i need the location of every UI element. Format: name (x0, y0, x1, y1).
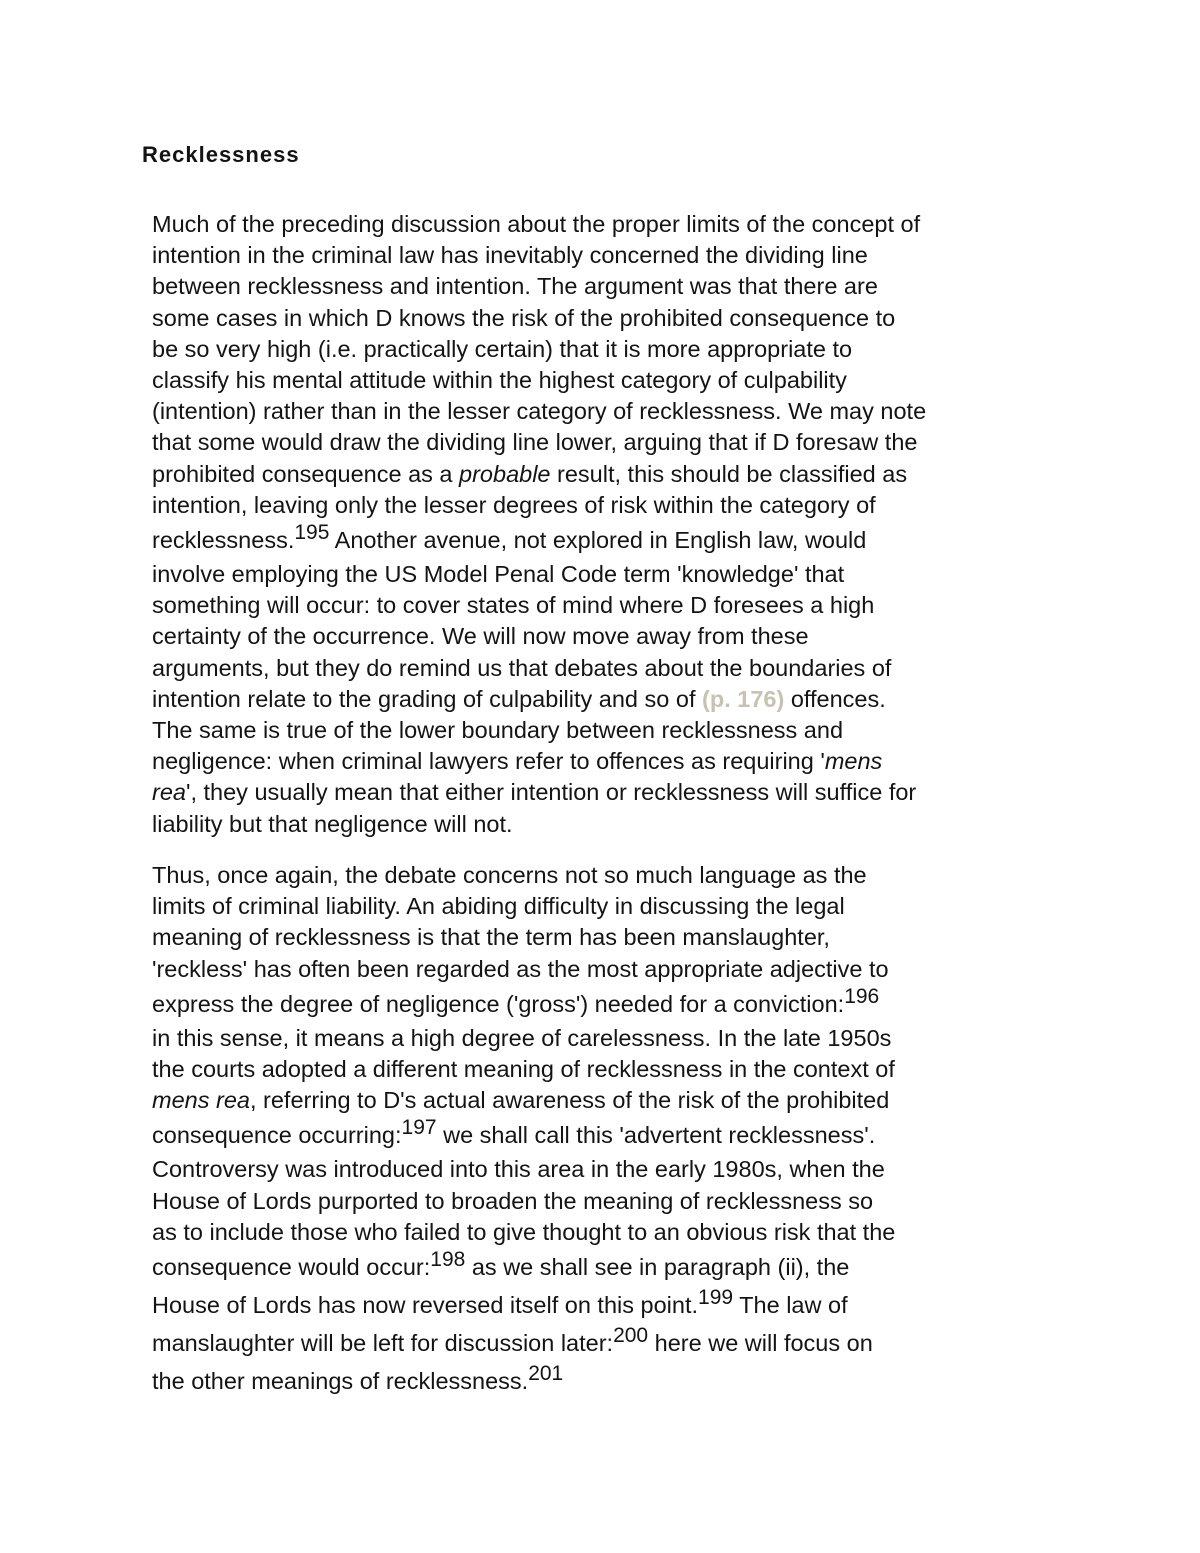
text-line (152, 521, 1052, 559)
text-line: between recklessness and intention. The argument was that there are (152, 273, 878, 300)
text-run: we shall call this 'advertent recklessness'. (436, 1122, 876, 1149)
text-line: involve employing the US Model Penal Code term 'knowledge' that (152, 561, 845, 588)
footnote-ref-196[interactable]: 196 (844, 984, 880, 1008)
footnote-ref-197[interactable]: 197 (401, 1116, 437, 1140)
text-line: classify his mental attitude within the highest category of culpability (152, 367, 847, 394)
footnote-ref-199[interactable]: 199 (698, 1286, 734, 1310)
text-run: recklessness. (152, 527, 295, 554)
text-run: consequence would occur: (152, 1254, 431, 1281)
text-line: Controversy was introduced into this area in the early 1980s, when the (152, 1156, 885, 1183)
text-run: Another avenue, not explored in English law, would (329, 527, 867, 554)
page-reference-marker: (p. 176) (702, 685, 785, 712)
text-line: 'reckless' has often been regarded as the most appropriate adjective to (152, 955, 889, 982)
text-line: meaning of recklessness is that the term has been manslaughter, (152, 924, 830, 951)
text-run: as we shall see in paragraph (ii), the (465, 1254, 850, 1281)
text-run: negligence: when criminal lawyers refer to offences as requiring ' (152, 748, 825, 775)
text-line: The same is true of the lower boundary between recklessness and (152, 717, 844, 744)
text-line: House of Lords purported to broaden the meaning of recklessness so (152, 1187, 874, 1214)
text-line (152, 1248, 1052, 1286)
footnote-ref-198[interactable]: 198 (430, 1248, 466, 1272)
text-run: prohibited consequence as a (152, 460, 460, 487)
paragraph-1 (152, 209, 1052, 840)
text-run: , referring to D's actual awareness of the risk of the prohibited (249, 1087, 890, 1114)
text-run: offences. (784, 685, 886, 712)
text-run: here we will focus on (648, 1330, 873, 1357)
text-line: liability but that negligence will not. (152, 810, 513, 837)
italic-term: probable (459, 460, 551, 487)
text-run: The law of (733, 1292, 848, 1319)
paragraph-2 (152, 860, 1052, 1400)
text-run: result, this should be classified as (550, 460, 908, 487)
footnote-ref-195[interactable]: 195 (294, 521, 330, 545)
text-line (152, 684, 1052, 715)
text-line: intention, leaving only the lesser degrees of risk within the category of (152, 491, 876, 518)
text-run: House of Lords has now reversed itself on this point. (152, 1292, 699, 1319)
text-line: that some would draw the dividing line lower, arguing that if D foresaw the (152, 429, 918, 456)
text-line: limits of criminal liability. An abiding difficulty in discussing the legal (152, 893, 845, 920)
text-line (152, 1362, 1052, 1400)
text-line: Thus, once again, the debate concerns not so much language as the (152, 862, 867, 888)
text-line: the courts adopted a different meaning of recklessness in the context of (152, 1056, 895, 1083)
text-line: Much of the preceding discussion about the proper limits of the concept of (152, 211, 921, 237)
italic-term: mens rea (152, 1087, 250, 1114)
text-line: some cases in which D knows the risk of the prohibited consequence to (152, 304, 896, 331)
text-run: express the degree of negligence ('gross') needed for a conviction: (152, 990, 845, 1017)
text-line (152, 1116, 1052, 1154)
text-line: in this sense, it means a high degree of carelessness. In the late 1950s (152, 1024, 892, 1051)
text-run: ', they usually mean that either intention or recklessness will suffice for (185, 779, 917, 806)
text-line: something will occur: to cover states of mind where D foresees a high (152, 592, 875, 619)
text-run: intention relate to the grading of culpability and so of (152, 685, 703, 712)
text-line (152, 1324, 1052, 1362)
text-line: certainty of the occurrence. We will now move away from these (152, 623, 809, 650)
text-run: consequence occurring: (152, 1122, 402, 1149)
text-run: manslaughter will be left for discussion later: (152, 1330, 614, 1357)
text-line (152, 746, 1052, 777)
text-line (152, 985, 1052, 1023)
text-line: (intention) rather than in the lesser category of recklessness. We may note (152, 398, 927, 425)
text-run: the other meanings of recklessness. (152, 1368, 529, 1395)
text-line (152, 459, 1052, 490)
text-line (152, 1085, 1052, 1116)
text-line: intention in the criminal law has inevitably concerned the dividing line (152, 242, 868, 269)
italic-term: mens (824, 748, 883, 775)
text-line: as to include those who failed to give thought to an obvious risk that the (152, 1218, 896, 1245)
text-line (152, 1286, 1052, 1324)
text-line: be so very high (i.e. practically certain) that it is more appropriate to (152, 335, 853, 362)
footnote-ref-200[interactable]: 200 (613, 1324, 649, 1348)
text-line: arguments, but they do remind us that debates about the boundaries of (152, 654, 892, 681)
italic-term: rea (152, 779, 186, 806)
section-heading: Recklessness (142, 142, 300, 167)
footnote-ref-201[interactable]: 201 (528, 1362, 564, 1386)
text-line (152, 777, 1052, 808)
